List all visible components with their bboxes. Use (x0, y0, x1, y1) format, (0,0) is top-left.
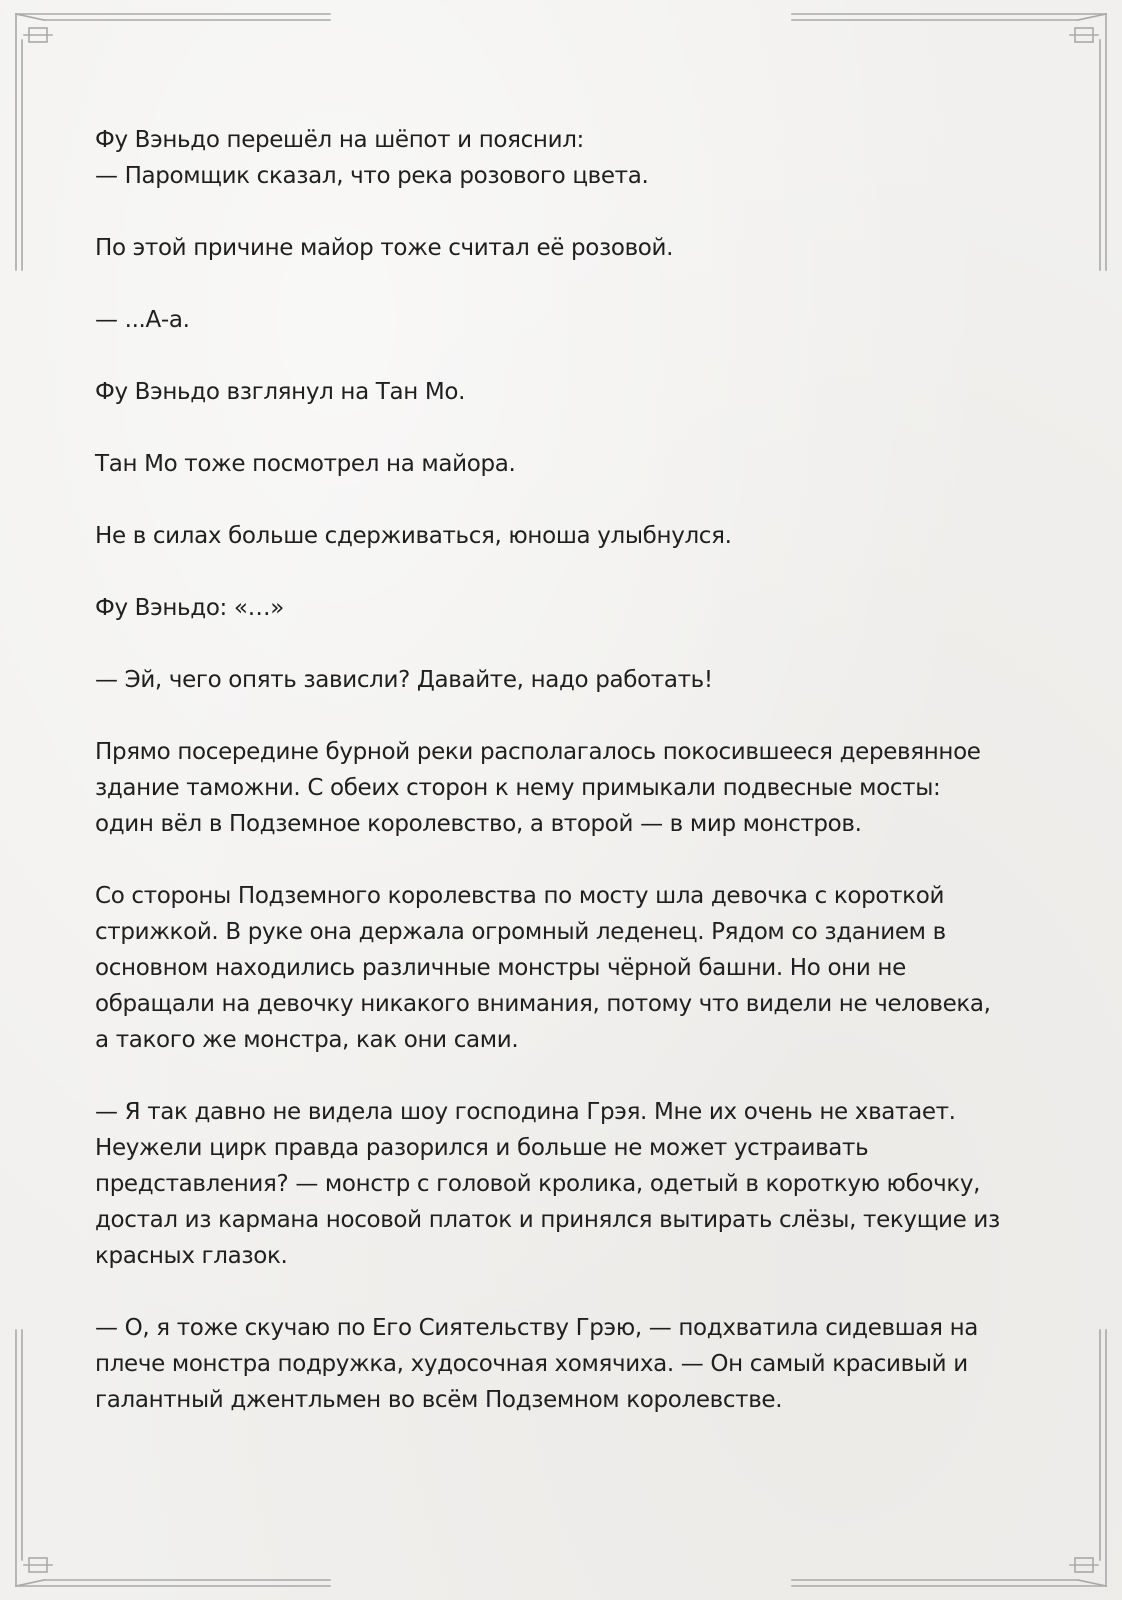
text-line: основном находились различные монстры чёрной башни. Но они не (95, 955, 906, 981)
text-line: Тан Мо тоже посмотрел на майора. (95, 451, 516, 477)
text-line: здание таможни. С обеих сторон к нему примыкали подвесные мосты: (95, 775, 941, 801)
text-line: обращали на девочку никакого внимания, потому что видели не человека, (95, 991, 991, 1017)
text-line: галантный джентльмен во всём Подземном королевстве. (95, 1387, 783, 1413)
text-line: По этой причине майор тоже считал её розовой. (95, 235, 674, 261)
text-line: — Я так давно не видела шоу господина Грэя. Мне их очень не хватает. (95, 1099, 956, 1125)
paragraph (95, 662, 1035, 698)
text-line: Со стороны Подземного королевства по мосту шла девочка с короткой (95, 883, 945, 909)
text-line: — Паромщик сказал, что река розового цвета. (95, 163, 649, 189)
text-line: стрижкой. В руке она держала огромный леденец. Рядом со зданием в (95, 919, 946, 945)
text-line: Прямо посередине бурной реки располагалось покосившееся деревянное (95, 739, 981, 765)
text-line: один вёл в Подземное королевство, а второй — в мир монстров. (95, 811, 862, 837)
text-line: а такого же монстра, как они сами. (95, 1027, 519, 1053)
paragraph (95, 878, 1035, 1058)
paragraph (95, 302, 1035, 338)
text-line: достал из кармана носовой платок и принялся вытирать слёзы, текущие из (95, 1207, 1000, 1233)
text-line: Не в силах больше сдерживаться, юноша улыбнулся. (95, 523, 732, 549)
paragraph (95, 1310, 1035, 1418)
text-line: Фу Вэньдо взглянул на Тан Мо. (95, 379, 466, 405)
paragraph (95, 446, 1035, 482)
text-line: — ...А-а. (95, 307, 190, 333)
text-line: плече монстра подружка, худосочная хомячиха. — Он самый красивый и (95, 1351, 968, 1377)
text-line: Неужели цирк правда разорился и больше не может устраивать (95, 1135, 869, 1161)
paragraph (95, 1094, 1035, 1274)
paragraph (95, 374, 1035, 410)
paragraph (95, 230, 1035, 266)
text-line: представления? — монстр с головой кролика, одетый в короткую юбочку, (95, 1171, 981, 1197)
text-line: — О, я тоже скучаю по Его Сиятельству Грэю, — подхватила сидевшая на (95, 1315, 979, 1341)
paragraph (95, 122, 1035, 194)
paragraph (95, 518, 1035, 554)
text-line: красных глазок. (95, 1243, 288, 1269)
text-line: Фу Вэньдо: «…» (95, 595, 284, 621)
text-line: Фу Вэньдо перешёл на шёпот и пояснил: (95, 127, 584, 153)
paragraph (95, 590, 1035, 626)
text-line: — Эй, чего опять зависли? Давайте, надо работать! (95, 667, 713, 693)
paragraph (95, 734, 1035, 842)
story-text (95, 122, 1035, 1454)
